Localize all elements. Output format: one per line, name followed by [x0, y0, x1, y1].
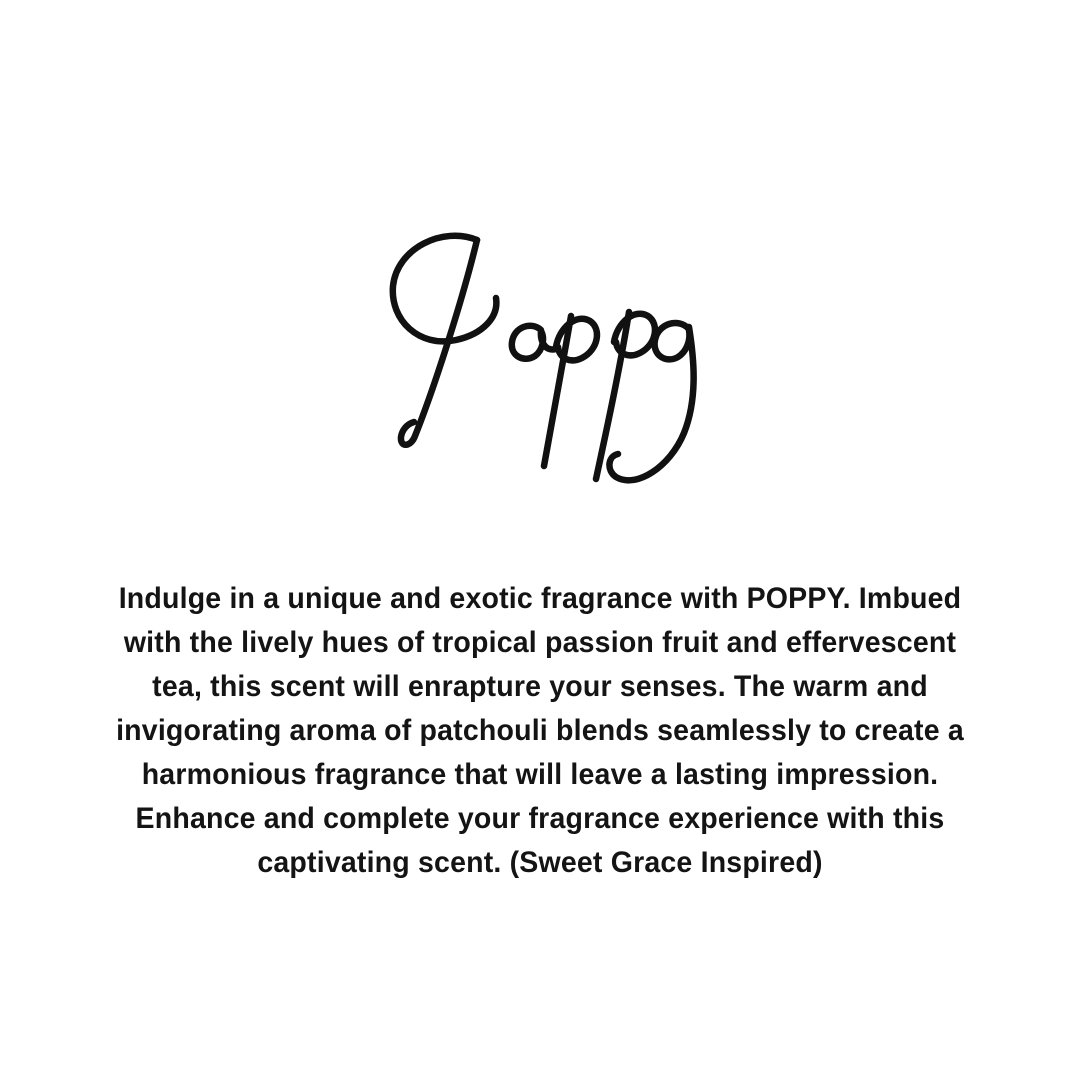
description-line: Indulge in a unique and exotic fragrance with POPPY. Imbued: [118, 582, 962, 615]
description-line: tea, this scent will enrapture your senses. The warm and: [152, 670, 928, 703]
description-line: harmonious fragrance that will leave a lasting impression.: [141, 758, 939, 791]
description-line: captivating scent. (Sweet Grace Inspired): [257, 846, 823, 879]
page-title: [383, 226, 717, 518]
product-description: [27, 577, 1053, 885]
description-line: invigorating aroma of patchouli blends seamlessly to create a: [116, 714, 964, 747]
description-line: Enhance and complete your fragrance experience with this: [135, 802, 945, 835]
description-line: with the lively hues of tropical passion fruit and effervescent: [123, 626, 957, 659]
poppy-script-title: [383, 226, 717, 518]
